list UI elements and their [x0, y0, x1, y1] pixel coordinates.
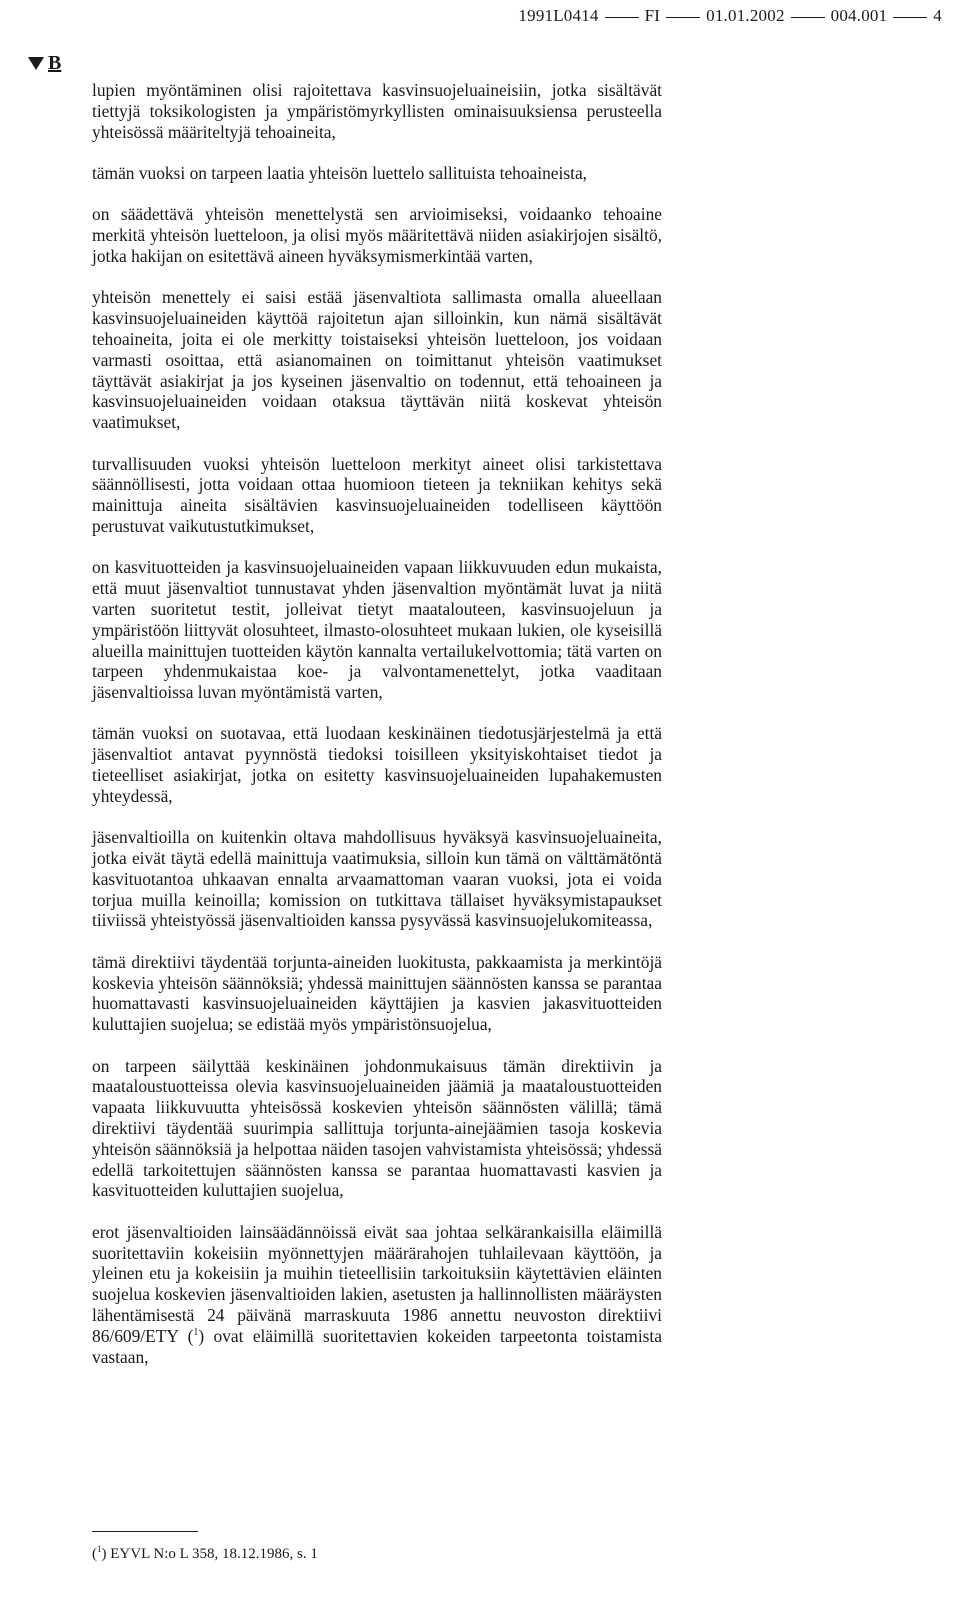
recital-paragraph: tämä direktiivi täydentää torjunta-aineiden luokitusta, pakkaamista ja merkintöjä koskevia yhteisön säännöksiä; yhdessä mainittujen säännösten kanssa se parantaa huomattavasti kasvinsuojeluaineiden käyttäjien ja kasvien jakasvituotteiden kuluttajien suojelua; se edistää myös ympäristönsuojelua,: [92, 951, 662, 1035]
recital-paragraph: on tarpeen säilyttää keskinäinen johdonmukaisuus tämän direktiivin ja maataloustuotteissa olevia kasvinsuojeluaineiden jäämiä ja maataloustuotteiden vapaata liikkuvuutta yhteisössä koskevien yhteisön säännösten välillä; tämä direktiivi täydentää suurimpia sallittuja torjunta-ainejäämien tasoja koskevia yhteisön säännöksiä ja helpottaa näiden tasojen vahvistamista yhteisössä; yhdessä edellä tarkoitettujen säännösten kanssa se parantaa huomattavasti kasvien ja kasvituotteiden kuluttajien suojelua,: [92, 1055, 662, 1201]
doc-id: 1991L0414: [518, 6, 599, 25]
triangle-down-icon: [28, 57, 44, 70]
footnote-number: 1: [97, 1544, 102, 1554]
recital-text-end: ) ovat eläimillä suoritettavien kokeiden tarpeetonta toistamista vastaan,: [92, 1325, 662, 1367]
recital-paragraph: yhteisön menettely ei saisi estää jäsenvaltiota sallimasta omalla alueellaan kasvinsuojeluaineiden käyttöä rajoitetun ajan silloinkin, kun nämä sisältävät tehoaineita, joita ei ole merkitty toistaiseksi yhteisön luetteloon, jos voidaan varmasti osoittaa, että asianomainen on toimittanut yhteisön vaatimukset täyttävät asiakirjat ja jos kyseinen jäsenvaltio on todennut, että tehoaineen ja kasvinsuojeluaineiden voidaan otaksua täyttävän niitä koskevat yhteisön vaatimukset,: [92, 287, 662, 433]
recital-text: erot jäsenvaltioiden lainsäädännöissä eivät saa johtaa selkärankaisilla eläimillä suoritettaviin kokeisiin myönnettyjen määrärahojen tuhlailevaan käyttöön, ja yleinen etu ja kokeisiin ja muihin tieteellisiin tarkoituksiin käytettävien eläinten suojelua koskevien jäsenvaltioiden lakien, asetusten ja hallinnollisten määräysten lähentämisestä 24 päivänä marraskuuta 1986 annettu neuvoston direktiivi 86/609/ETY (: [92, 1221, 662, 1346]
recital-paragraph: tämän vuoksi on suotavaa, että luodaan keskinäinen tiedotusjärjestelmä ja että jäsenvaltiot antavat pyynnöstä tiedoksi toisilleen yksityiskohtaiset tiedot ja tieteelliset asiakirjat, jotka on esitetty kasvinsuojeluaineiden lupahakemusten yhteydessä,: [92, 723, 662, 806]
footnote-open-paren: (: [92, 1546, 97, 1562]
page-number: 4: [933, 6, 942, 25]
amendment-marker-label: B: [48, 52, 62, 74]
recital-paragraph-last: [92, 1222, 662, 1368]
header-separator: [605, 17, 639, 18]
footnote-text: ) EYVL N:o L 358, 18.12.1986, s. 1: [101, 1546, 318, 1562]
document-body: [92, 80, 662, 1388]
footnote-reference[interactable]: 1: [193, 1326, 199, 1338]
header-separator: [893, 17, 927, 18]
recital-paragraph: jäsenvaltioilla on kuitenkin oltava mahdollisuus hyväksyä kasvinsuojeluaineita, jotka eivät täytä edellä mainittuja vaatimuksia, silloin kun tämä on välttämätöntä kasvituotantoa uhkaavan ennalta arvaamattoman vaaran vuoksi, jota ei voida torjua muilla keinoilla; komission on tutkittava tällaiset hyväksymistapaukset tiiviissä yhteistyössä jäsenvaltioiden kanssa pysyvässä kasvinsuojelukomiteassa,: [92, 827, 662, 931]
doc-date: 01.01.2002: [706, 6, 785, 25]
footnote-divider: [92, 1531, 198, 1532]
doc-lang: FI: [644, 6, 661, 25]
recital-paragraph: turvallisuuden vuoksi yhteisön luetteloon merkityt aineet olisi tarkistettava säännöllisesti, jotta voidaan ottaa huomioon tieteen ja tekniikan kehitys sekä mainittuja aineita sisältävien kasvinsuojeluaineiden todelliseen käyttöön perustuvat vaikutustutkimukset,: [92, 453, 662, 536]
recital-paragraph: tämän vuoksi on tarpeen laatia yhteisön luettelo sallituista tehoaineista,: [92, 162, 588, 183]
footnote: [92, 1545, 318, 1563]
document-header: [518, 6, 942, 26]
amendment-marker: [28, 52, 61, 75]
header-separator: [666, 17, 700, 18]
recital-paragraph: on säädettävä yhteisön menettelystä sen arvioimiseksi, voidaanko tehoaine merkitä yhteisön luetteloon, ja olisi myös määritettävä niiden asiakirjojen sisältö, jotka hakijan on esitettävä aineen hyväksymismerkintää varten,: [92, 204, 662, 266]
recital-paragraph: on kasvituotteiden ja kasvinsuojeluaineiden vapaan liikkuvuuden edun mukaista, että muut jäsenvaltiot tunnustavat yhden jäsenvaltion myöntämät luvat ja niitä varten suoritetut testit, jolleivat tietyt maatalouteen, kasvinsuojeluun ja ympäristöön liittyvät olosuhteet, ilmasto-olosuhteet mukaan lukien, ole kyseisillä alueilla mainittujen tuotteiden käytön kannalta vertailukelvottomia; tätä varten on tarpeen yhdenmukaistaa koe- ja valvontamenettelyt, jotka vaaditaan jäsenvaltioissa luvan myöntämistä varten,: [92, 557, 662, 703]
recital-paragraph: lupien myöntäminen olisi rajoitettava kasvinsuojeluaineisiin, jotka sisältävät tiettyjä toksikologisten ja ympäristömyrkyllisten ominaisuuksiensa perusteella yhteisössä määriteltyjä tehoaineita,: [92, 80, 662, 142]
header-separator: [791, 17, 825, 18]
doc-version: 004.001: [830, 6, 888, 25]
